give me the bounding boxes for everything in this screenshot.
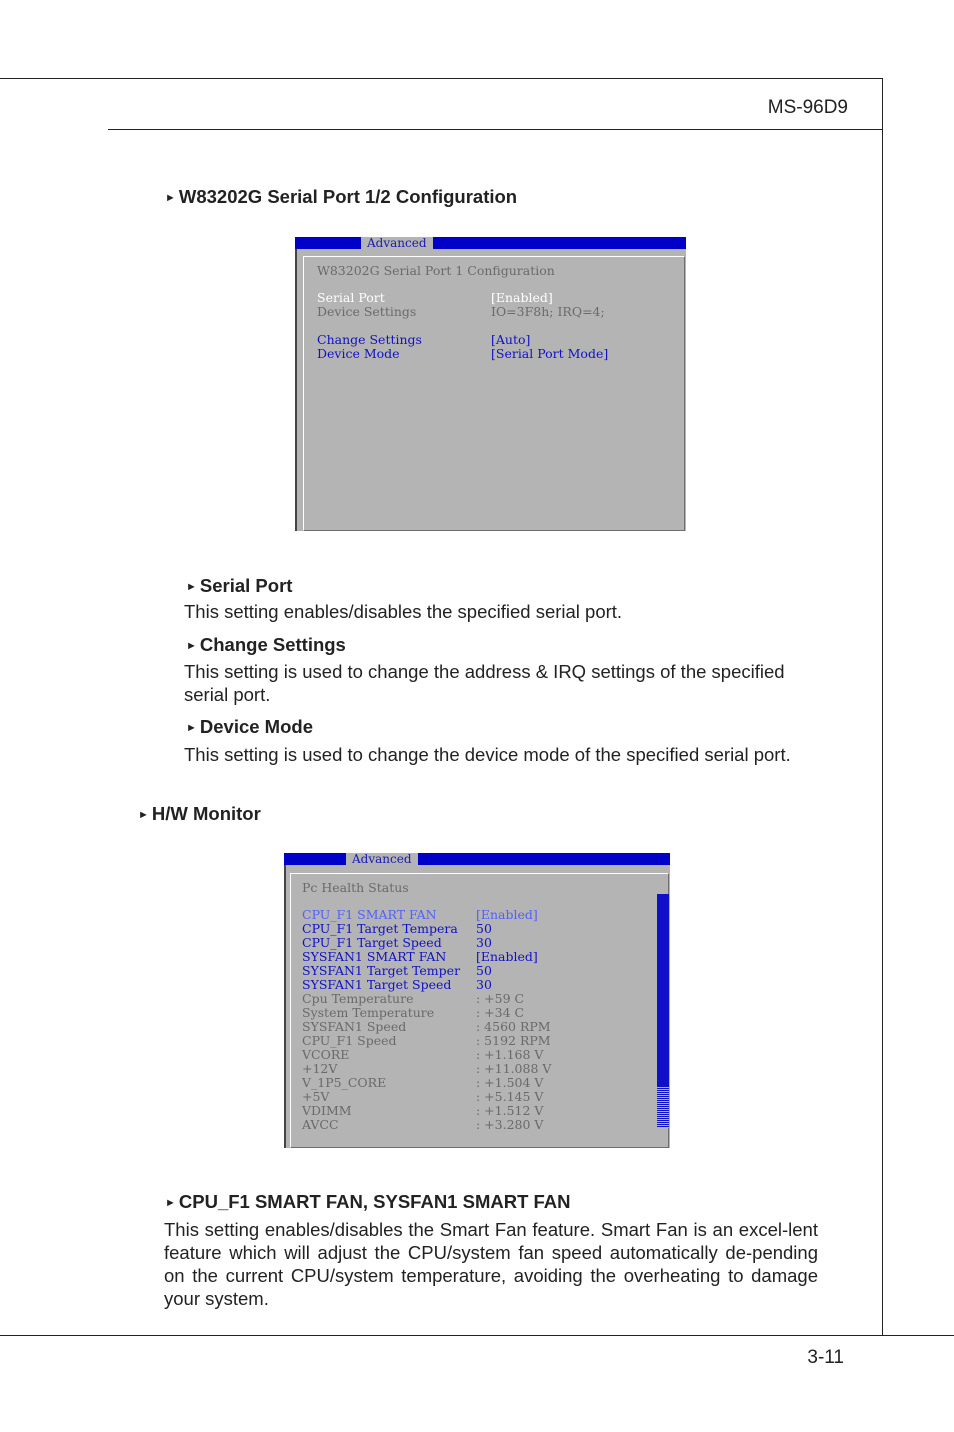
bios-row-value: : 5192 RPM (476, 1033, 551, 1048)
item-description: This setting enables/disables the specified serial port. (184, 601, 623, 622)
bios-screen-serial-port (295, 237, 686, 531)
item-heading-text: CPU_F1 SMART FAN, SYSFAN1 SMART FAN (178, 1191, 571, 1212)
header-rule (108, 129, 883, 130)
bios-row-value: : 4560 RPM (476, 1019, 551, 1034)
item-heading (186, 575, 292, 597)
bios-menu-bar (295, 237, 686, 249)
bios-row-label: Device Settings (317, 304, 417, 319)
bios-row-label: System Temperature (302, 1005, 435, 1020)
section-heading-serial-config (165, 186, 517, 208)
bios-scrollbar-thumb[interactable] (657, 894, 669, 1086)
bios-row-value: : +3.280 V (476, 1117, 544, 1132)
bios-row-value: : +11.088 V (476, 1061, 552, 1076)
bios-tab-advanced[interactable]: Advanced (361, 237, 433, 250)
bios-row-label: CPU_F1 Speed (302, 1033, 397, 1048)
bios-row-label: +5V (302, 1089, 330, 1104)
bios-row-value: : +5.145 V (476, 1089, 544, 1104)
bios-left-edge (295, 249, 297, 531)
bios-row-label: VDIMM (302, 1103, 352, 1118)
page-number: 3-11 (807, 1347, 844, 1368)
bios-row-value[interactable]: 30 (476, 935, 492, 950)
right-rule (882, 78, 883, 1335)
item-description: This setting is used to change the device mode of the specified serial port. (184, 744, 791, 765)
item-heading-text: Serial Port (199, 575, 293, 596)
bios-row-label: +12V (302, 1061, 338, 1076)
bios-row-value: : +1.168 V (476, 1047, 544, 1062)
bios-panel-title: Pc Health Status (302, 880, 409, 895)
item-description: This setting enables/disables the Smart Fan feature. Smart Fan is an excel-lent feature which will adjust the CPU/system fan speed automatically de-pending on the current CPU/system temperature, avoiding the overheating to damage your system. (164, 1219, 818, 1309)
bios-row-label[interactable]: CPU_F1 Target Tempera (302, 921, 458, 936)
section-heading-hw-monitor (138, 803, 261, 825)
triangle-bullet-icon: ► (186, 722, 197, 734)
triangle-bullet-icon: ► (165, 192, 176, 204)
bios-row-label[interactable]: Device Mode (317, 346, 400, 361)
bios-row-label[interactable]: CPU_F1 Target Speed (302, 935, 442, 950)
bios-row-value[interactable]: [Enabled] (476, 949, 538, 964)
bios-row-label[interactable]: Serial Port (317, 290, 385, 305)
bios-row-value[interactable]: [Enabled] (476, 907, 538, 922)
bios-row-value[interactable]: 50 (476, 921, 492, 936)
top-rule (0, 78, 883, 79)
bios-row-label: VCORE (302, 1047, 350, 1062)
item-heading (186, 716, 313, 738)
bios-row-value: IO=3F8h; IRQ=4; (491, 304, 605, 319)
bios-left-edge (284, 865, 286, 1148)
bios-row-value: : +1.512 V (476, 1103, 544, 1118)
bios-row-label[interactable]: CPU_F1 SMART FAN (302, 907, 437, 922)
bios-row-value[interactable]: [Serial Port Mode] (491, 346, 609, 361)
bios-panel-title: W83202G Serial Port 1 Configuration (317, 263, 555, 278)
bios-row-value: : +34 C (476, 1005, 525, 1020)
bios-row-value[interactable]: 50 (476, 963, 492, 978)
bios-row-label[interactable]: Change Settings (317, 332, 422, 347)
bios-row-label[interactable]: SYSFAN1 Target Temper (302, 963, 461, 978)
bios-row-label[interactable]: SYSFAN1 SMART FAN (302, 949, 447, 964)
section-heading-text: W83202G Serial Port 1/2 Configuration (178, 186, 518, 207)
bios-row-value[interactable]: [Enabled] (491, 290, 553, 305)
triangle-bullet-icon: ► (165, 1197, 176, 1209)
bottom-rule (0, 1335, 954, 1336)
bios-row-value: : +59 C (476, 991, 525, 1006)
bios-row-value[interactable]: [Auto] (491, 332, 531, 347)
bios-tab-advanced[interactable]: Advanced (346, 853, 418, 866)
bios-row-value[interactable]: 30 (476, 977, 492, 992)
bios-screen-hw-monitor (284, 853, 670, 1148)
triangle-bullet-icon: ► (138, 809, 149, 821)
item-heading (186, 634, 346, 656)
bios-menu-bar (284, 853, 670, 865)
bios-row-label: V_1P5_CORE (302, 1075, 387, 1090)
model-number: MS-96D9 (767, 97, 848, 118)
bios-row-label: SYSFAN1 Speed (302, 1019, 407, 1034)
bios-row-label[interactable]: SYSFAN1 Target Speed (302, 977, 452, 992)
item-description: This setting is used to change the address & IRQ settings of the specified serial port. (184, 661, 785, 705)
bios-row-label: AVCC (302, 1117, 339, 1132)
section-heading-text: H/W Monitor (151, 803, 261, 824)
bios-scrollbar-track[interactable] (657, 1086, 669, 1128)
item-heading-text: Device Mode (199, 716, 313, 737)
triangle-bullet-icon: ► (186, 581, 197, 593)
bios-row-value: : +1.504 V (476, 1075, 544, 1090)
item-heading-text: Change Settings (199, 634, 346, 655)
bios-row-label: Cpu Temperature (302, 991, 414, 1006)
item-heading-smart-fan (165, 1191, 571, 1213)
triangle-bullet-icon: ► (186, 640, 197, 652)
